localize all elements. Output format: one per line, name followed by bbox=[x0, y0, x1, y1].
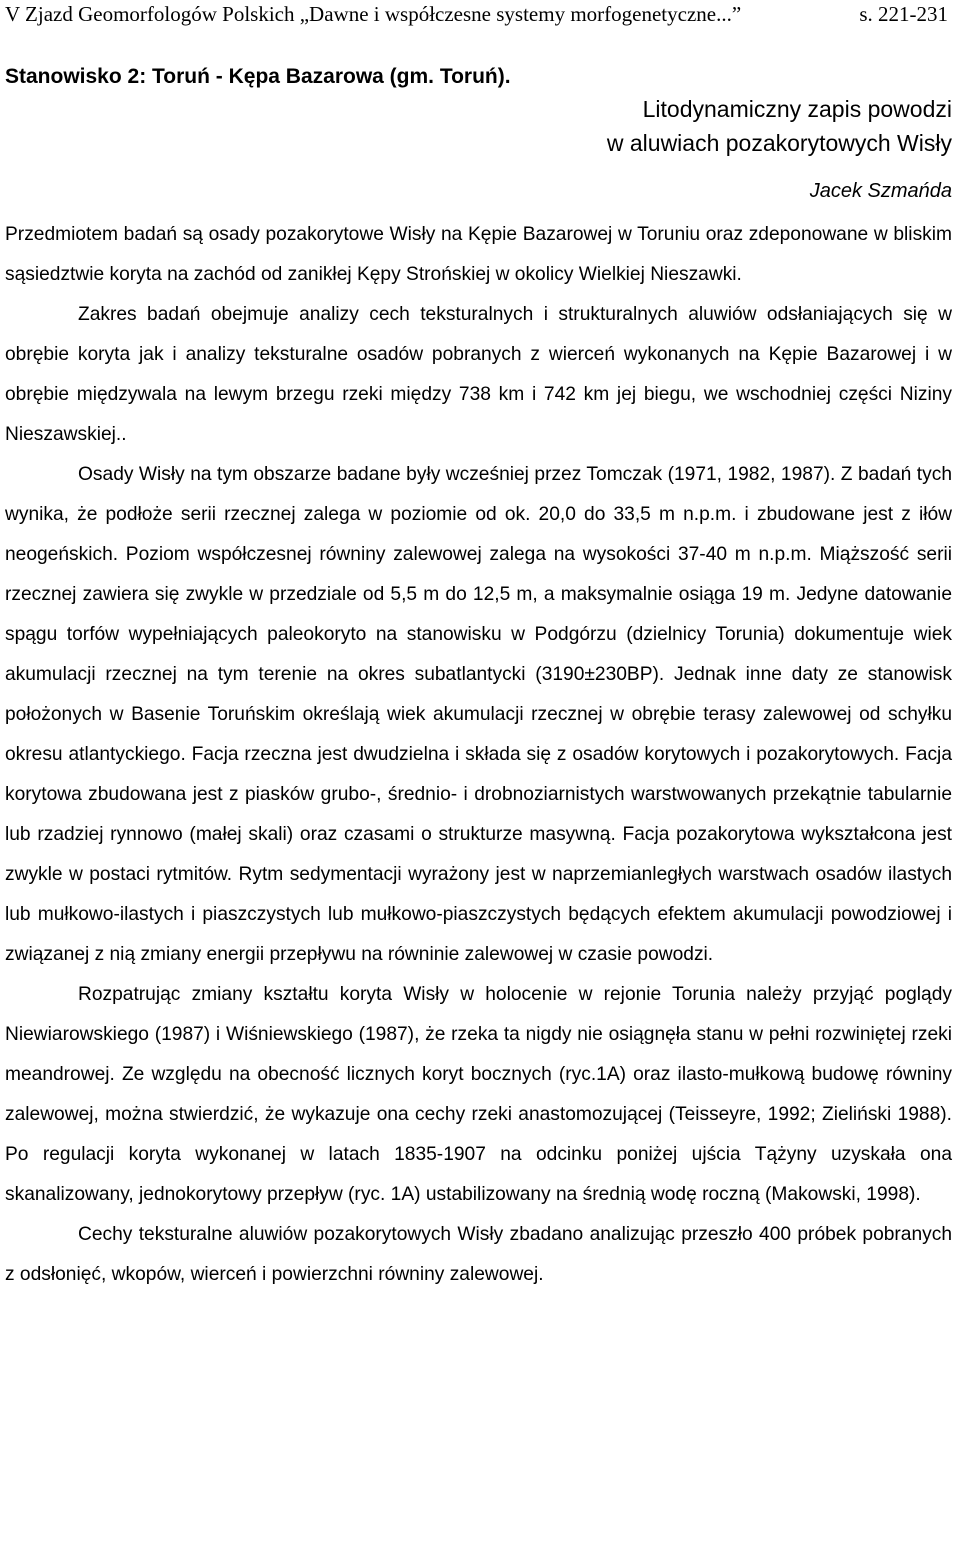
article-title bbox=[5, 92, 956, 160]
header-page-range: s. 221-231 bbox=[859, 2, 948, 26]
paragraph-5: Cechy teksturalne aluwiów pozakorytowych Wisły zbadano analizując przeszło 400 próbek pobranych z odsłonięć, wkopów, wierceń i powierzchni równiny zalewowej. bbox=[5, 1224, 952, 1285]
site-title: Stanowisko 2: Toruń - Kępa Bazarowa (gm. Toruń). bbox=[5, 65, 511, 88]
header-conference-title: V Zjazd Geomorfologów Polskich „Dawne i współczesne systemy morfogenetyczne...” bbox=[5, 2, 742, 26]
paragraph-2: Zakres badań obejmuje analizy cech teksturalnych i strukturalnych aluwiów odsłaniających się w obrębie koryta jak i analizy teksturalne osadów pobranych z wierceń wykonanych na Kępie Bazarowej i w obrębie międzywala na lewym brzegu rzeki między 738 km i 742 km jej biegu, we wschodniej części Niziny Nieszawskiej.. bbox=[5, 304, 952, 445]
paragraph-1: Przedmiotem badań są osady pozakorytowe Wisły na Kępie Bazarowej w Toruniu oraz zdeponowane w bliskim sąsiedztwie koryta na zachód od zanikłej Kępy Strońskiej w okolicy Wielkiej Nieszawki. bbox=[5, 224, 952, 285]
paragraph-3: Osady Wisły na tym obszarze badane były wcześniej przez Tomczak (1971, 1982, 1987). Z badań tych wynika, że podłoże serii rzecznej zalega w poziomie od ok. 20,0 do 33,5 m n.p.m. i zbudowane jest z iłów neogeńskich. Poziom współczesnej równiny zalewowej zalega na wysokości 37-40 m n.p.m. Miąższość serii rzecznej zawiera się zwykle w przedziale od 5,5 m do 12,5 m, a maksymalnie osiąga 19 m. Jedyne datowanie spągu torfów wypełniających paleokoryto na stanowisku w Podgórzu (dzielnicy Torunia) dokumentuje wiek akumulacji rzecznej na tym terenie na okres subatlantycki (3190±230BP). Jednak inne daty ze stanowisk położonych w Basenie Toruńskim określają wiek akumulacji rzecznej w obrębie terasy zalewowej od schyłku okresu atlantyckiego. Facja rzeczna jest dwudzielna i składa się z osadów korytowych i pozakorytowych. Facja korytowa zbudowana jest z piasków grubo-, średnio- i drobnoziarnistych warstwowanych przekątnie tabularnie lub rzadziej rynnowo (małej skali) oraz czasami o strukturze masywną. Facja pozakorytowa wykształcona jest zwykle w postaci rytmitów. Rytm sedymentacji wyrażony jest w naprzemianległych warstwach osadów ilastych lub mułkowo-ilastych i piaszczystych lub mułkowo-piaszczystych będących efektem akumulacji powodziowej i związanej z nią zmiany energii przepływu na równinie zalewowej w czasie powodzi. bbox=[5, 464, 952, 965]
paragraph-4: Rozpatrując zmiany kształtu koryta Wisły w holocenie w rejonie Torunia należy przyjąć poglądy Niewiarowskiego (1987) i Wiśniewskiego (1987), że rzeka ta nigdy nie osiągnęła stanu w pełni rozwiniętej rzeki meandrowej. Ze względu na obecność licznych koryt bocznych (ryc.1A) oraz ilasto-mułkową budowę równiny zalewowej, można stwierdzić, że wykazuje ona cechy rzeki anastomozującej (Teisseyre, 1992; Zieliński 1988). Po regulacji koryta wykonanej w latach 1835-1907 na odcinku poniżej ujścia Tążyny uzyskała ona skanalizowany, jednokorytowy przepływ (ryc. 1A) ustabilizowany na średnią wodę roczną (Makowski, 1998). bbox=[5, 984, 952, 1205]
article-body bbox=[5, 215, 956, 1295]
article-title-line-2: w aluwiach pozakorytowych Wisły bbox=[606, 130, 952, 156]
author-name: Jacek Szmańda bbox=[809, 180, 952, 202]
document-page bbox=[5, 0, 956, 1295]
article-title-line-1: Litodynamiczny zapis powodzi bbox=[642, 96, 952, 122]
running-header bbox=[5, 0, 956, 28]
